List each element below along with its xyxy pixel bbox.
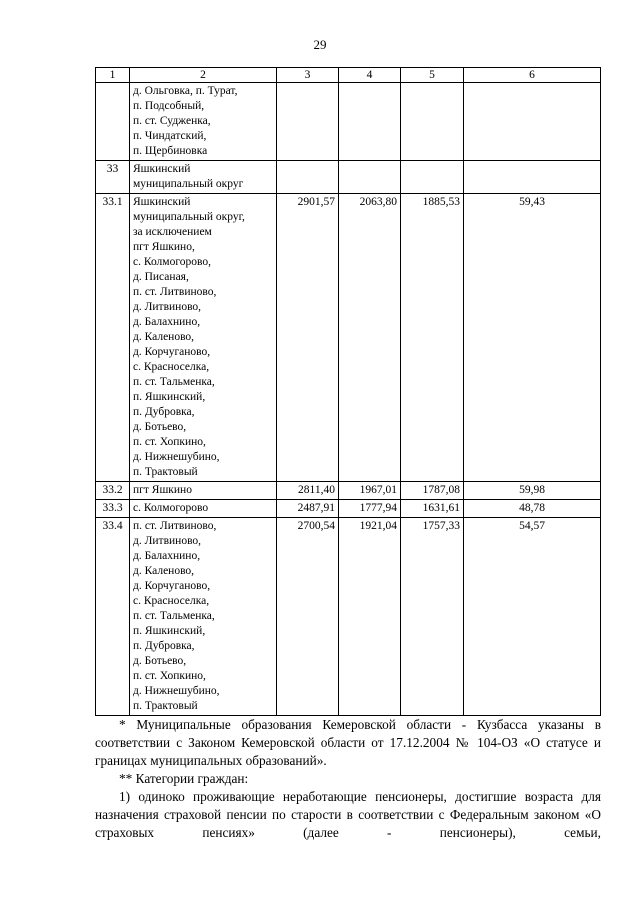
settlement-name: д. Ольговка, п. Турат, [133,85,238,97]
table-row [96,194,601,482]
settlement-list [130,500,277,518]
value-col-4: 2063,80 [339,194,401,482]
settlement-name: д. Корчуганово, [133,580,211,592]
settlement-name: д. Каленово, [133,565,195,577]
value-col-3: 2901,57 [277,194,339,482]
settlement-name: п. Щербиновка [133,145,208,157]
settlement-name: Яшкинский [133,196,191,208]
value-col-3 [277,83,339,161]
row-number: 33 [96,161,130,194]
table-row [96,500,601,518]
settlement-name: п. ст. Тальменка, [133,610,215,622]
settlement-name: п. Яшкинский, [133,391,206,403]
table-row [96,161,601,194]
settlement-name: п. ст. Хопкино, [133,436,206,448]
settlement-list [130,161,277,194]
settlement-name: п. Трактовый [133,700,198,712]
category-item-1: 1) одиноко проживающие неработающие пенсионеры, достигшие возраста для назначения страховой пенсии по старости в соответствии с Федеральным законом «О страховых пенсиях» (далее - пенсионеры), семьи, [95,789,601,840]
settlement-name: д. Литвиново, [133,301,202,313]
value-col-6: 59,98 [464,482,601,500]
row-number: 33.3 [96,500,130,518]
settlement-name: с. Колмогорово [133,502,209,514]
settlement-name: п. ст. Литвиново, [133,520,217,532]
settlement-name: д. Ботьево, [133,655,187,667]
settlement-name: п. ст. Тальменка, [133,376,215,388]
value-col-3: 2487,91 [277,500,339,518]
value-col-6: 54,57 [464,518,601,716]
settlement-name: д. Нижнешубино, [133,685,220,697]
value-col-4: 1921,04 [339,518,401,716]
settlement-name: п. Яшкинский, [133,625,206,637]
value-col-5: 1757,33 [401,518,464,716]
table-row [96,518,601,716]
value-col-4: 1777,94 [339,500,401,518]
settlement-name: п. ст. Судженка, [133,115,211,127]
value-col-3 [277,161,339,194]
settlement-name: с. Красноселка, [133,595,210,607]
value-col-5: 1631,61 [401,500,464,518]
value-col-4: 1967,01 [339,482,401,500]
subsistence-table [95,67,601,716]
row-number: 33.1 [96,194,130,482]
settlement-name: муниципальный округ [133,178,244,190]
value-col-4 [339,83,401,161]
settlement-list [130,194,277,482]
settlement-name: с. Красноселка, [133,361,210,373]
settlement-name: с. Колмогорово, [133,256,211,268]
settlement-name: д. Ботьево, [133,421,187,433]
settlement-name: п. Чиндатский, [133,130,207,142]
table-row [96,482,601,500]
settlement-name: д. Писаная, [133,271,189,283]
header-col-2: 2 [130,68,277,83]
value-col-5 [401,83,464,161]
table-row [96,83,601,161]
header-col-4: 4 [339,68,401,83]
settlement-name: п. ст. Хопкино, [133,670,206,682]
settlement-name: п. Дубровка, [133,640,195,652]
footnote-municipal: * Муниципальные образования Кемеровской области - Кузбасса указаны в соответствии с Законом Кемеровской области от 17.12.2004 № 104-ОЗ «О статусе и границах муниципальных образований». [95,717,601,768]
value-col-6 [464,161,601,194]
table-header-row [96,68,601,83]
header-col-1: 1 [96,68,130,83]
settlement-list [130,518,277,716]
value-col-6 [464,83,601,161]
settlement-name: д. Балахнино, [133,550,201,562]
value-col-5 [401,161,464,194]
value-col-3: 2700,54 [277,518,339,716]
settlement-name: д. Нижнешубино, [133,451,220,463]
page-number: 29 [313,37,327,52]
value-col-4 [339,161,401,194]
settlement-name: муниципальный округ, [133,211,245,223]
settlement-name: п. Подсобный, [133,100,205,112]
settlement-name: д. Каленово, [133,331,195,343]
value-col-5: 1885,53 [401,194,464,482]
header-col-6: 6 [464,68,601,83]
value-col-6: 48,78 [464,500,601,518]
settlement-name: д. Литвиново, [133,535,202,547]
notes-section [95,716,601,842]
value-col-6: 59,43 [464,194,601,482]
settlement-list [130,83,277,161]
value-col-5: 1787,08 [401,482,464,500]
header-col-5: 5 [401,68,464,83]
footnote-categories: ** Категории граждан: [119,771,249,786]
settlement-name: пгт Яшкино, [133,241,195,253]
row-number [96,83,130,161]
settlement-name: Яшкинский [133,163,191,175]
value-col-3: 2811,40 [277,482,339,500]
settlement-name: пгт Яшкино [133,484,192,496]
settlement-name: д. Балахнино, [133,316,201,328]
row-number: 33.2 [96,482,130,500]
settlement-name: п. ст. Литвиново, [133,286,217,298]
row-number: 33.4 [96,518,130,716]
settlement-name: за исключением [133,226,212,238]
settlement-name: п. Дубровка, [133,406,195,418]
settlement-name: п. Трактовый [133,466,198,478]
settlement-name: д. Корчуганово, [133,346,211,358]
header-col-3: 3 [277,68,339,83]
settlement-list [130,482,277,500]
